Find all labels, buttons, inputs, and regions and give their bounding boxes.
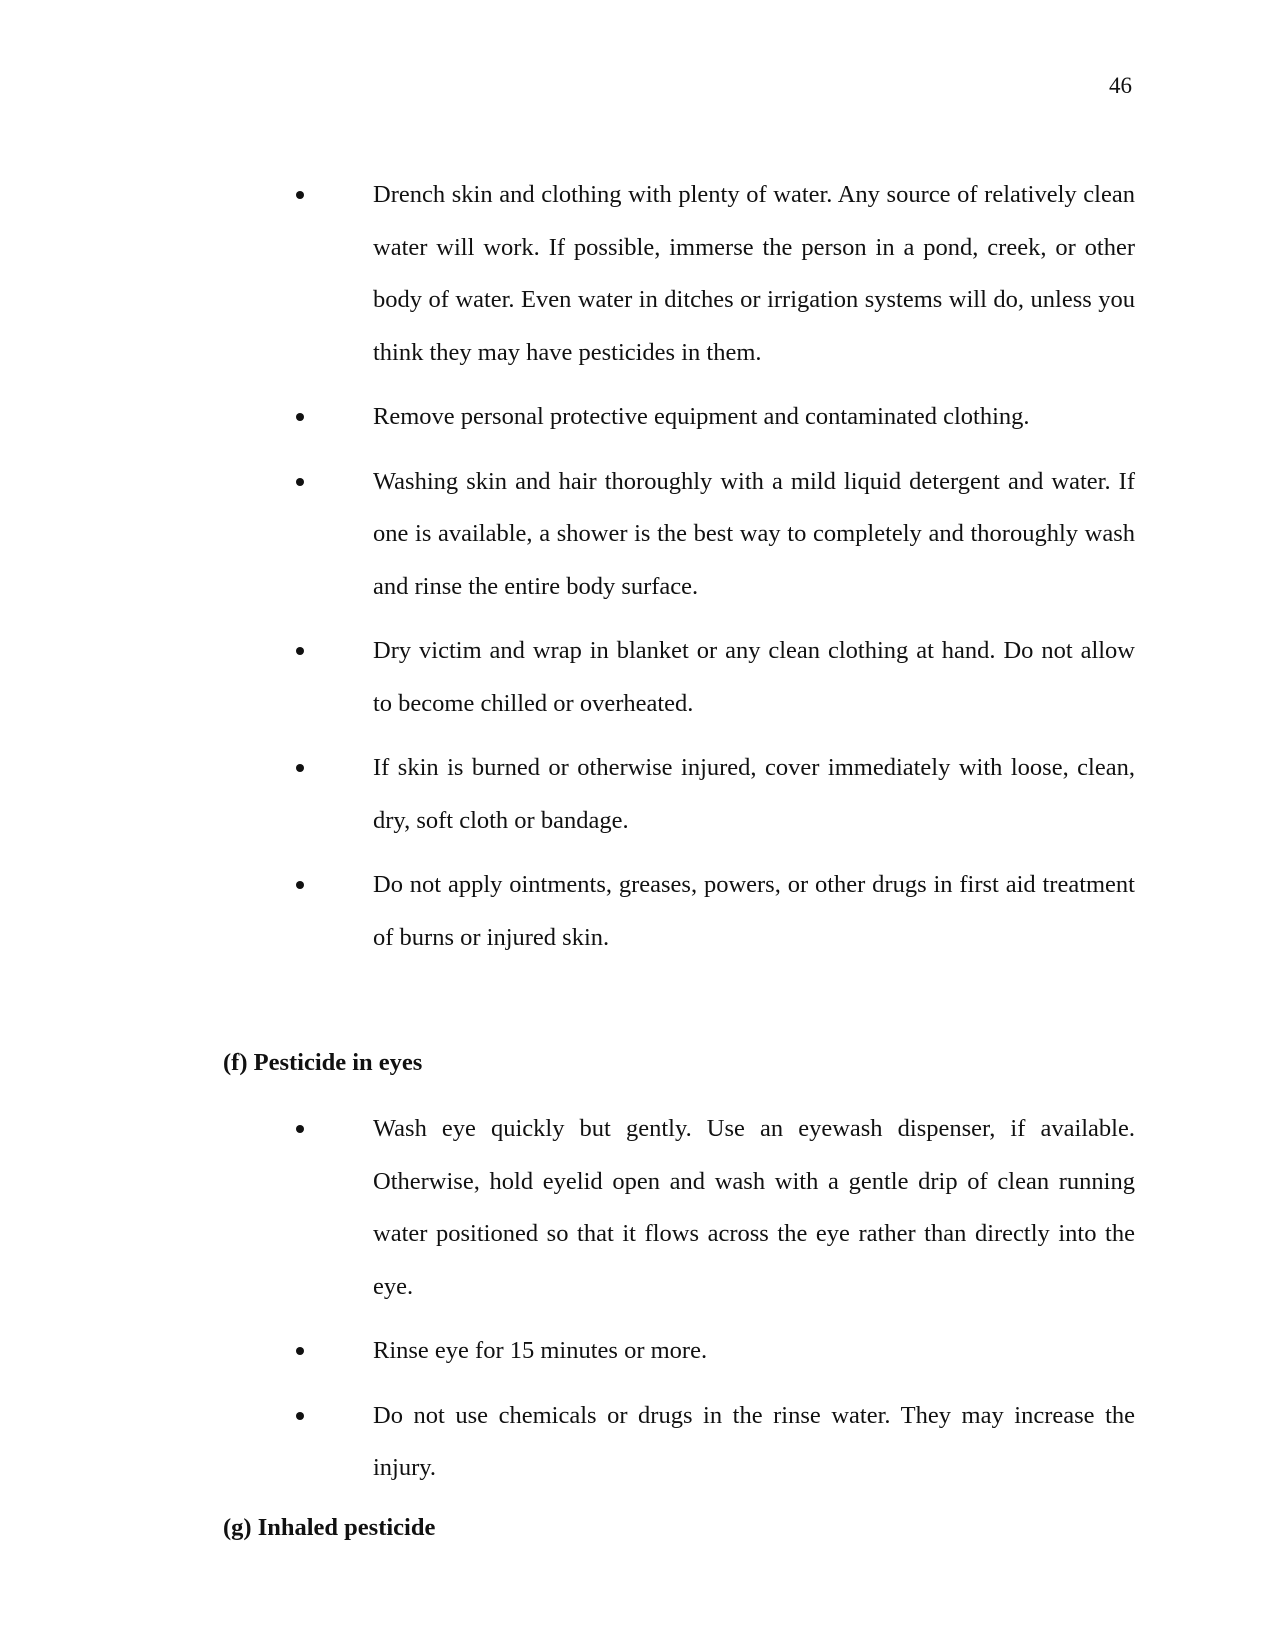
bullet-icon [296,478,304,486]
list-item [0,169,1275,379]
list-item-text: Drench skin and clothing with plenty of water. Any source of relatively clean water will work. If possible, immerse the person in a pond, creek, or other body of water. Even water in ditches or irrigation systems will do, unless you think they may have pesticides in them. [373,181,1135,366]
list-item [0,1390,1275,1495]
list-item-text: Do not apply ointments, greases, powers, or other drugs in first aid treatment of burns or injured skin. [373,871,1135,951]
page-number: 46 [1109,73,1132,98]
section-heading-f: (f) Pesticide in eyes [223,1049,423,1076]
bullet-icon [296,1125,304,1133]
list-item-text: Dry victim and wrap in blanket or any clean clothing at hand. Do not allow to become chilled or overheated. [373,637,1135,717]
list-item-text: Rinse eye for 15 minutes or more. [373,1337,708,1364]
list-item [0,1103,1275,1313]
list-item-text: Wash eye quickly but gently. Use an eyewash dispenser, if available. Otherwise, hold eyelid open and wash with a gentle drip of clean running water positioned so that it flows across the eye rather than directly into the eye. [373,1115,1135,1300]
section-heading-g: (g) Inhaled pesticide [223,1514,436,1541]
bullet-icon [296,764,304,772]
bullet-icon [296,881,304,889]
list-item [0,859,1275,964]
list-item-text: Washing skin and hair thoroughly with a mild liquid detergent and water. If one is available, a shower is the best way to completely and thoroughly wash and rinse the entire body surface. [373,467,1135,600]
list-item-text: Remove personal protective equipment and contaminated clothing. [373,403,1030,430]
list-item [0,625,1275,730]
list-item [0,391,1275,444]
bullet-icon [296,413,304,421]
list-item [0,456,1275,614]
list-item-text: Do not use chemicals or drugs in the rinse water. They may increase the injury. [373,1401,1135,1481]
bullet-list-eyes [0,1103,1275,1495]
list-item [0,1325,1275,1378]
list-item [0,742,1275,847]
bullet-icon [296,191,304,199]
list-item-text: If skin is burned or otherwise injured, cover immediately with loose, clean, dry, soft cloth or bandage. [373,754,1135,834]
bullet-icon [296,1412,304,1420]
bullet-icon [296,647,304,655]
bullet-list-skin [0,169,1275,964]
bullet-icon [296,1347,304,1355]
